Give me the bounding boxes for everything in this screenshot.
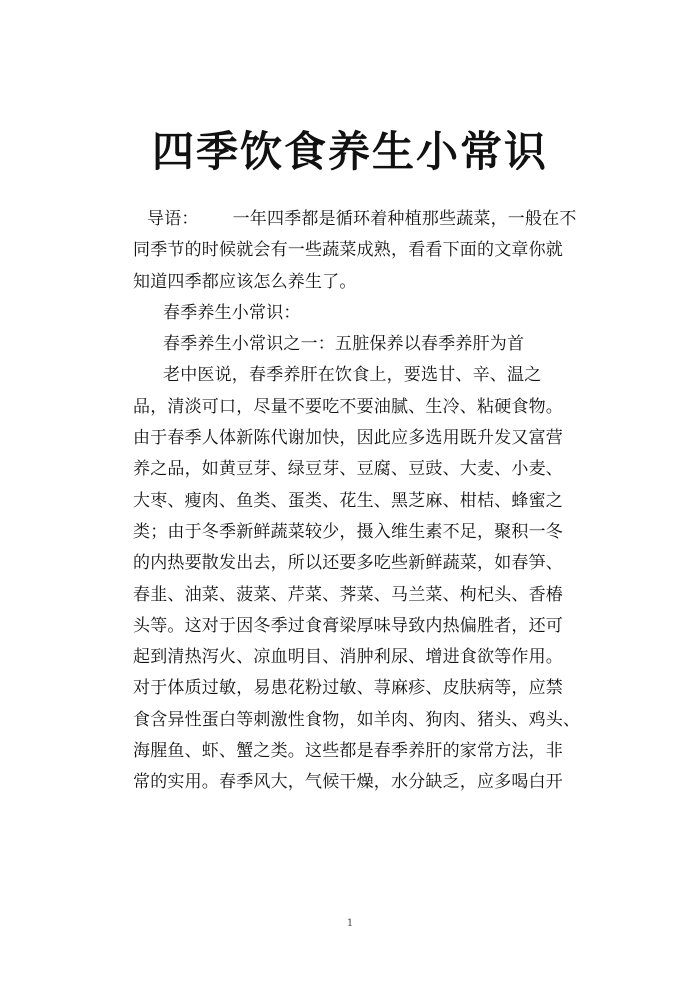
paragraph-line: 类；由于冬季新鲜蔬菜较少，摄入维生素不足，聚积一冬 (133, 521, 563, 542)
document-body (133, 204, 603, 799)
paragraph-line: 的内热要散发出去，所以还要多吃些新鲜蔬菜，如春笋、 (133, 553, 563, 574)
intro-line (133, 204, 603, 235)
paragraph-line: 常的实用。春季风大，气候干燥，水分缺乏，应多喝白开 (133, 772, 563, 793)
paragraph-line: 品，清淡可口，尽量不要吃不要油腻、生冷、粘硬食物。 (133, 396, 563, 417)
page-number: 1 (346, 918, 354, 929)
paragraph-line: 春韭、油菜、菠菜、芹菜、荠菜、马兰菜、枸杞头、香椿 (133, 584, 563, 605)
section-heading: 春季养生小常识： (163, 302, 301, 323)
paragraph-line: 头等。这对于因冬季过食膏梁厚味导致内热偏胜者，还可 (133, 615, 563, 636)
intro-label: 导语： (147, 209, 199, 229)
intro-text: 一年四季都是循环着种植那些蔬菜，一般在不 (232, 209, 577, 229)
subsection-heading: 春季养生小常识之一：五脏保养以春季养肝为首 (163, 334, 525, 355)
paragraph-line: 起到清热泻火、凉血明目、消肿利尿、增进食欲等作用。 (133, 647, 563, 668)
paragraph-line: 养之品，如黄豆芽、绿豆芽、豆腐、豆豉、大麦、小麦、 (133, 459, 563, 480)
document-title: 四季饮食养生小常识 (151, 127, 548, 176)
intro-line: 知道四季都应该怎么养生了。 (133, 271, 357, 292)
intro-line: 同季节的时候就会有一些蔬菜成熟，看看下面的文章你就 (133, 240, 563, 261)
paragraph-line: 大枣、瘦肉、鱼类、蛋类、花生、黑芝麻、柑桔、蜂蜜之 (133, 490, 563, 511)
paragraph-line: 食含异性蛋白等刺激性食物，如羊肉、狗肉、猪头、鸡头、 (133, 709, 581, 730)
paragraph-line: 由于春季人体新陈代谢加快，因此应多选用既升发又富营 (133, 428, 563, 449)
paragraph-line: 海腥鱼、虾、蟹之类。这些都是春季养肝的家常方法，非 (133, 741, 563, 762)
paragraph-line: 老中医说，春季养肝在饮食上，要选甘、辛、温之 (163, 365, 542, 386)
paragraph-line: 对于体质过敏，易患花粉过敏、荨麻疹、皮肤病等，应禁 (133, 678, 563, 699)
